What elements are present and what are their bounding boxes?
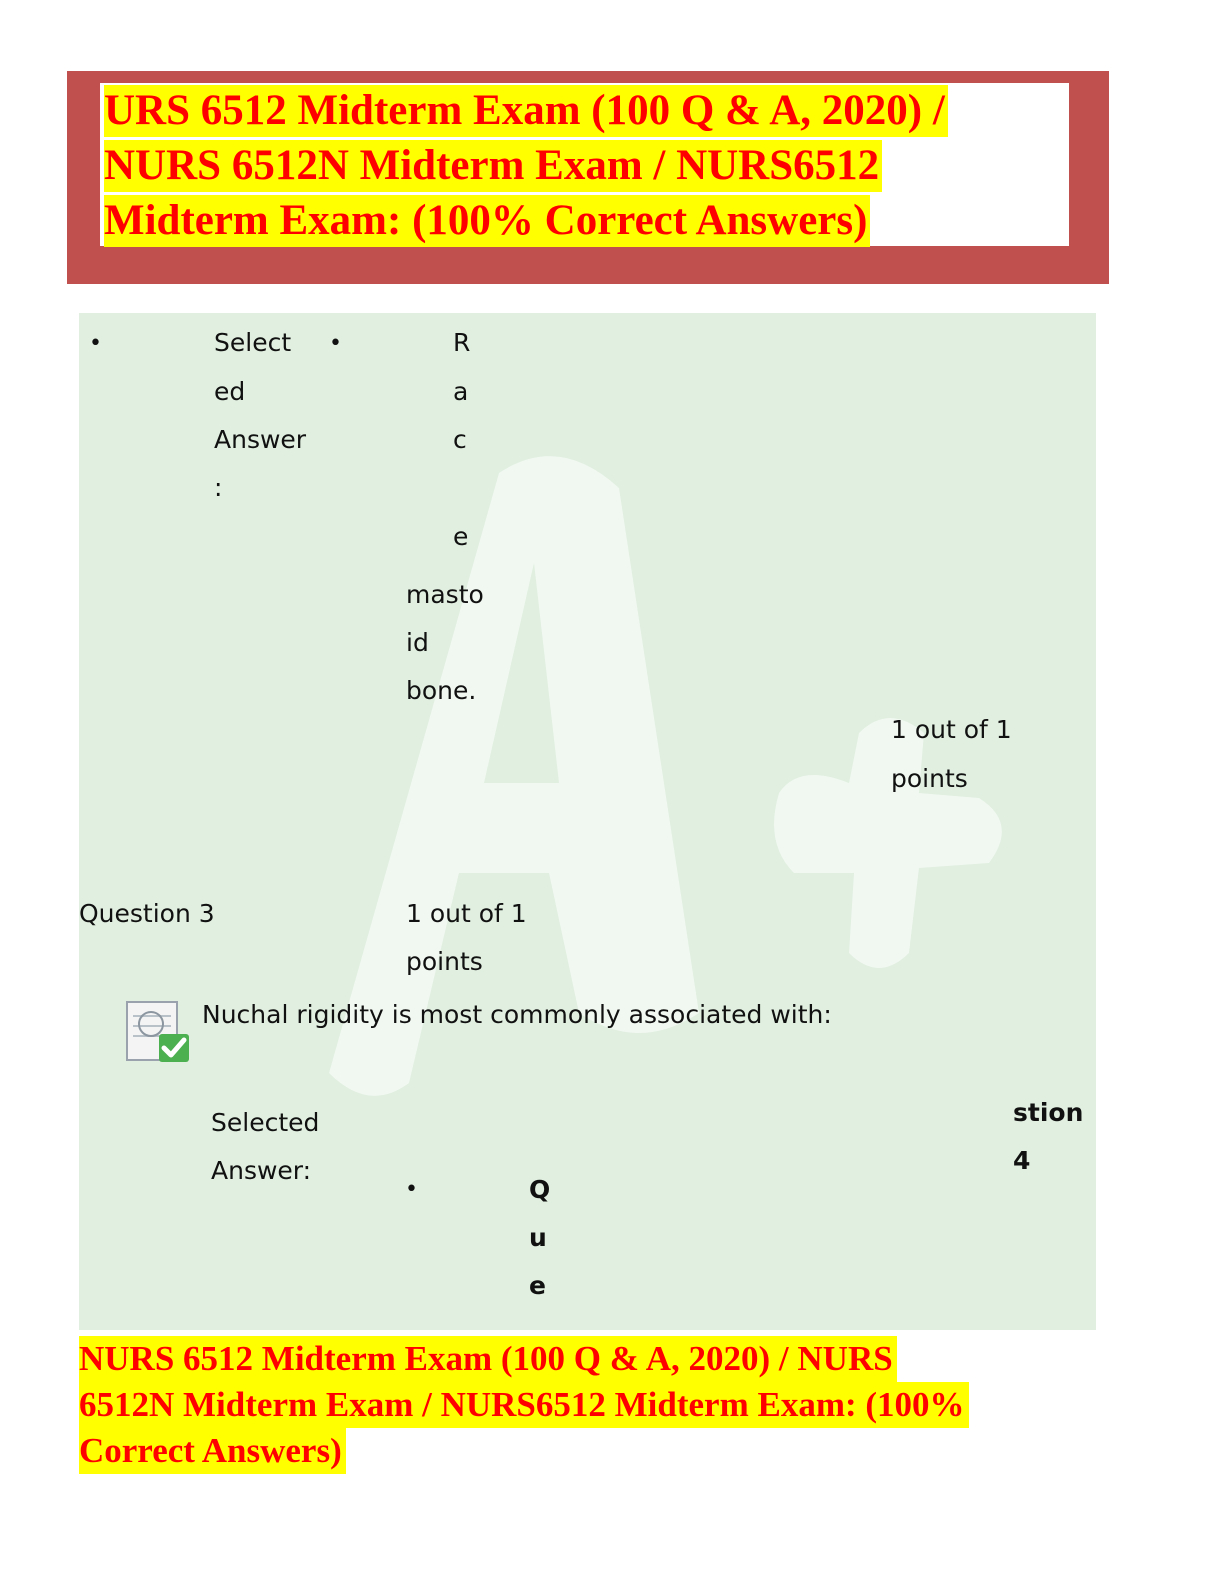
content-board	[79, 313, 1096, 1330]
question-score: 1 out of 1	[406, 899, 527, 928]
answer-letter: Q	[529, 1175, 551, 1204]
selected-answer-label: Answer	[214, 425, 307, 454]
title-line-3: Midterm Exam: (100% Correct Answers)	[104, 195, 870, 247]
footer-line-1: NURS 6512 Midterm Exam (100 Q & A, 2020) / NURS	[79, 1336, 897, 1382]
question-prompt: Nuchal rigidity is most commonly associated with:	[202, 1000, 832, 1029]
answer-letter: c	[453, 425, 467, 454]
question-score: points	[406, 947, 483, 976]
next-question-fragment: stion	[1013, 1098, 1084, 1127]
correct-checkmark-icon	[125, 998, 191, 1064]
selected-answer-label: Answer:	[211, 1156, 312, 1185]
selected-answer-label: ed	[214, 377, 246, 406]
answer-letter: a	[453, 377, 469, 406]
footer-line-3: Correct Answers)	[79, 1428, 346, 1474]
answer-letter: R	[453, 328, 471, 357]
title-box	[100, 83, 1069, 246]
answer-letter: e	[453, 522, 469, 551]
bullet: •	[329, 331, 342, 356]
selected-answer-label: Select	[214, 328, 292, 357]
question-label: Question 3	[79, 899, 215, 928]
answer-text: id	[406, 628, 429, 657]
answer-letter: u	[529, 1223, 547, 1252]
footer-line-2: 6512N Midterm Exam / NURS6512 Midterm Exam: (100%	[79, 1382, 969, 1428]
selected-answer-label: :	[214, 473, 223, 502]
answer-text: masto	[406, 580, 484, 609]
selected-answer-label: Selected	[211, 1108, 320, 1137]
next-question-fragment: 4	[1013, 1146, 1031, 1175]
bullet: •	[89, 331, 102, 356]
bullet: •	[405, 1177, 418, 1202]
question-score: points	[891, 764, 968, 793]
question-score: 1 out of 1	[891, 715, 1012, 744]
title-line-1: URS 6512 Midterm Exam (100 Q & A, 2020) /	[104, 85, 948, 137]
title-line-2: NURS 6512N Midterm Exam / NURS6512	[104, 140, 882, 192]
answer-text: bone.	[406, 676, 477, 705]
answer-letter: e	[529, 1271, 546, 1300]
title-banner	[67, 71, 1109, 284]
